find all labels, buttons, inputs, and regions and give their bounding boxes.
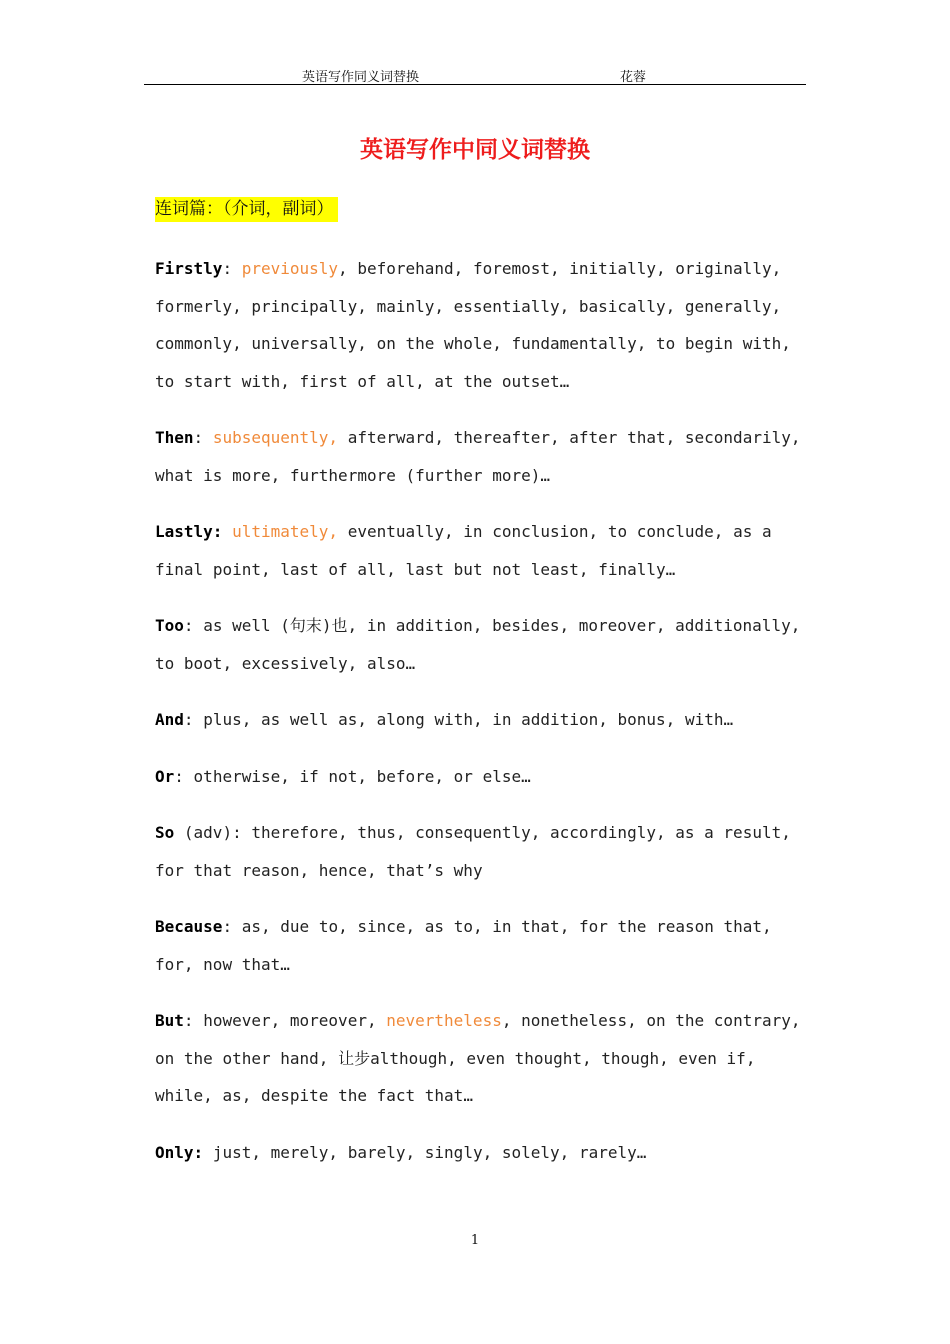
header-author: 花蓉 bbox=[620, 70, 647, 85]
synonym-entry: Because: as, due to, since, as to, in that, for the reason that, for, now that… bbox=[155, 917, 772, 974]
synonym-entry: Then: subsequently, afterward, thereafter, after that, secondarily, what is more, furthermore (further more)… bbox=[155, 428, 801, 485]
highlighted-synonym: subsequently, bbox=[212, 428, 339, 447]
entry-keyword: Lastly: bbox=[155, 522, 223, 541]
synonym-entry: Firstly: previously, beforehand, foremost, initially, originally, formerly, principally, mainly, essentially, basically, generally, commonly, universally, on the whole, fundamentally, to begin with, to start with, first of all, at the outset… bbox=[155, 259, 791, 391]
entry-keyword: Then bbox=[155, 428, 194, 447]
entry-keyword: And bbox=[155, 710, 184, 729]
synonym-entry: But: however, moreover, nevertheless, nonetheless, on the contrary, on the other hand, 让步although, even thought, though, even if, while, as, despite the fact that… bbox=[155, 1011, 801, 1105]
highlighted-synonym: previously bbox=[241, 259, 339, 278]
header-doc-title: 英语写作同义词替换 bbox=[302, 70, 420, 85]
synonym-entry: And: plus, as well as, along with, in addition, bonus, with… bbox=[155, 710, 734, 729]
entry-keyword: Because bbox=[155, 917, 223, 936]
entry-keyword: Firstly bbox=[155, 259, 223, 278]
synonym-entry: Lastly: ultimately, eventually, in conclusion, to conclude, as a final point, last of all, last but not least, finally… bbox=[155, 522, 772, 579]
page-number: 1 bbox=[470, 1233, 480, 1248]
synonym-entry: Too: as well (句末)也, in addition, besides, moreover, additionally, to boot, excessively, also… bbox=[155, 616, 801, 673]
entry-keyword: So bbox=[155, 823, 175, 842]
section-heading: 连词篇：（介词，副词） bbox=[155, 197, 338, 222]
synonym-entry: Or: otherwise, if not, before, or else… bbox=[155, 766, 531, 786]
synonym-entry: Only: just, merely, barely, singly, solely, rarely… bbox=[155, 1142, 647, 1162]
entry-keyword: Or bbox=[155, 766, 175, 786]
page-header bbox=[144, 64, 806, 85]
document-title: 英语写作中同义词替换 bbox=[360, 137, 590, 163]
highlighted-synonym: ultimately, bbox=[232, 522, 339, 541]
highlighted-synonym: nevertheless bbox=[386, 1011, 502, 1030]
entry-keyword: But bbox=[155, 1011, 184, 1030]
synonym-list bbox=[155, 250, 805, 1190]
synonym-entry: So (adv): therefore, thus, consequently, accordingly, as a result, for that reason, hence, that’s why bbox=[155, 823, 791, 880]
entry-keyword: Too bbox=[155, 616, 184, 635]
entry-keyword: Only: bbox=[155, 1142, 204, 1162]
